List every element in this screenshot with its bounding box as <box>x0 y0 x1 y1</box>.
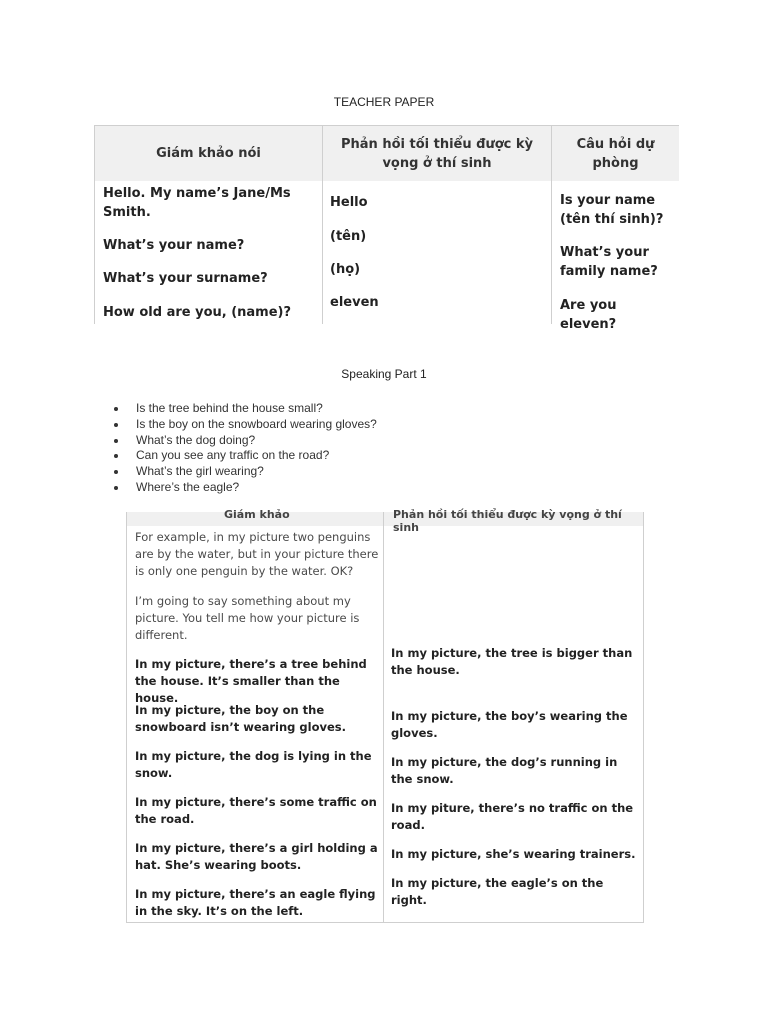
table2-response-cell: In my picture, the dog’s running in the snow. <box>391 755 618 786</box>
table2-header-row <box>127 508 643 534</box>
table1-backup-cell: Is your name (tên thí sinh)? <box>560 193 664 227</box>
speaking-part-title: Speaking Part 1 <box>341 367 427 381</box>
table1-examiner-cell: Hello. My name’s Jane/Ms Smith. <box>103 186 291 220</box>
table1-examiner-cell: What’s your surname? <box>103 271 268 286</box>
list-item: Is the boy on the snowboard wearing gloves? <box>108 417 377 433</box>
table1-response-cell: eleven <box>330 295 379 310</box>
table2-header-response: Phản hồi tối thiểu được kỳ vọng ở thí sinh <box>393 508 622 534</box>
table2-response-cell: In my picture, the eagle’s on the right. <box>391 876 604 907</box>
teacher-paper-title: TEACHER PAPER <box>333 95 435 109</box>
list-item: Can you see any traffic on the road? <box>108 448 377 464</box>
list-item: What’s the girl wearing? <box>108 464 377 480</box>
table2-examiner-cell: In my picture, there’s a girl holding a hat. She’s wearing boots. <box>135 841 378 872</box>
table2-header-examiner: Giám khảo <box>224 508 290 521</box>
table2-response-cell: In my piture, there’s no traffic on the road. <box>391 801 634 832</box>
table2-divider <box>383 512 384 922</box>
table2-response-cell: In my picture, the boy’s wearing the gloves. <box>391 709 628 740</box>
table1-header-examiner: Giám khảo nói <box>156 146 261 161</box>
table2-intro-cell: I’m going to say something about my picture. You tell me how your picture is different. <box>135 594 360 642</box>
table2-response-cell: In my picture, she’s wearing trainers. <box>391 847 636 861</box>
list-item: What’s the dog doing? <box>108 433 377 449</box>
table1-backup-cell: Are you eleven? <box>560 298 617 332</box>
table1-header-backup: Câu hỏi dự phòng <box>576 136 655 171</box>
table2-examiner-cell: In my picture, there’s an eagle flying in the sky. It’s on the left. <box>135 887 376 918</box>
examiner-table-2 <box>126 508 644 923</box>
question-list <box>108 401 377 496</box>
list-item: Where’s the eagle? <box>108 480 377 496</box>
table1-response-cell: (họ) <box>330 262 361 277</box>
table1-header-response: Phản hồi tối thiểu được kỳ vọng ở thí sinh <box>341 136 533 171</box>
table1-response-cell: Hello <box>330 195 368 210</box>
table2-examiner-cell: In my picture, there’s some traffic on the road. <box>135 795 377 826</box>
table1-backup-cell: What’s your family name? <box>560 245 658 279</box>
table1-examiner-cell: How old are you, (name)? <box>103 305 292 320</box>
list-item: Is the tree behind the house small? <box>108 401 377 417</box>
table1-response-cell: (tên) <box>330 229 367 244</box>
table2-response-cell: In my picture, the tree is bigger than the house. <box>391 646 633 677</box>
table2-examiner-cell: In my picture, there’s a tree behind the house. It’s smaller than the house. <box>135 657 367 705</box>
table2-examiner-cell: In my picture, the dog is lying in the snow. <box>135 749 372 780</box>
table2-intro-cell: For example, in my picture two penguins are by the water, but in your picture there is only one penguin by the water. OK? <box>135 530 379 578</box>
table2-examiner-cell: In my picture, the boy on the snowboard isn’t wearing gloves. <box>135 703 347 734</box>
table1-examiner-cell: What’s your name? <box>103 238 245 253</box>
examiner-table-1 <box>94 125 679 332</box>
